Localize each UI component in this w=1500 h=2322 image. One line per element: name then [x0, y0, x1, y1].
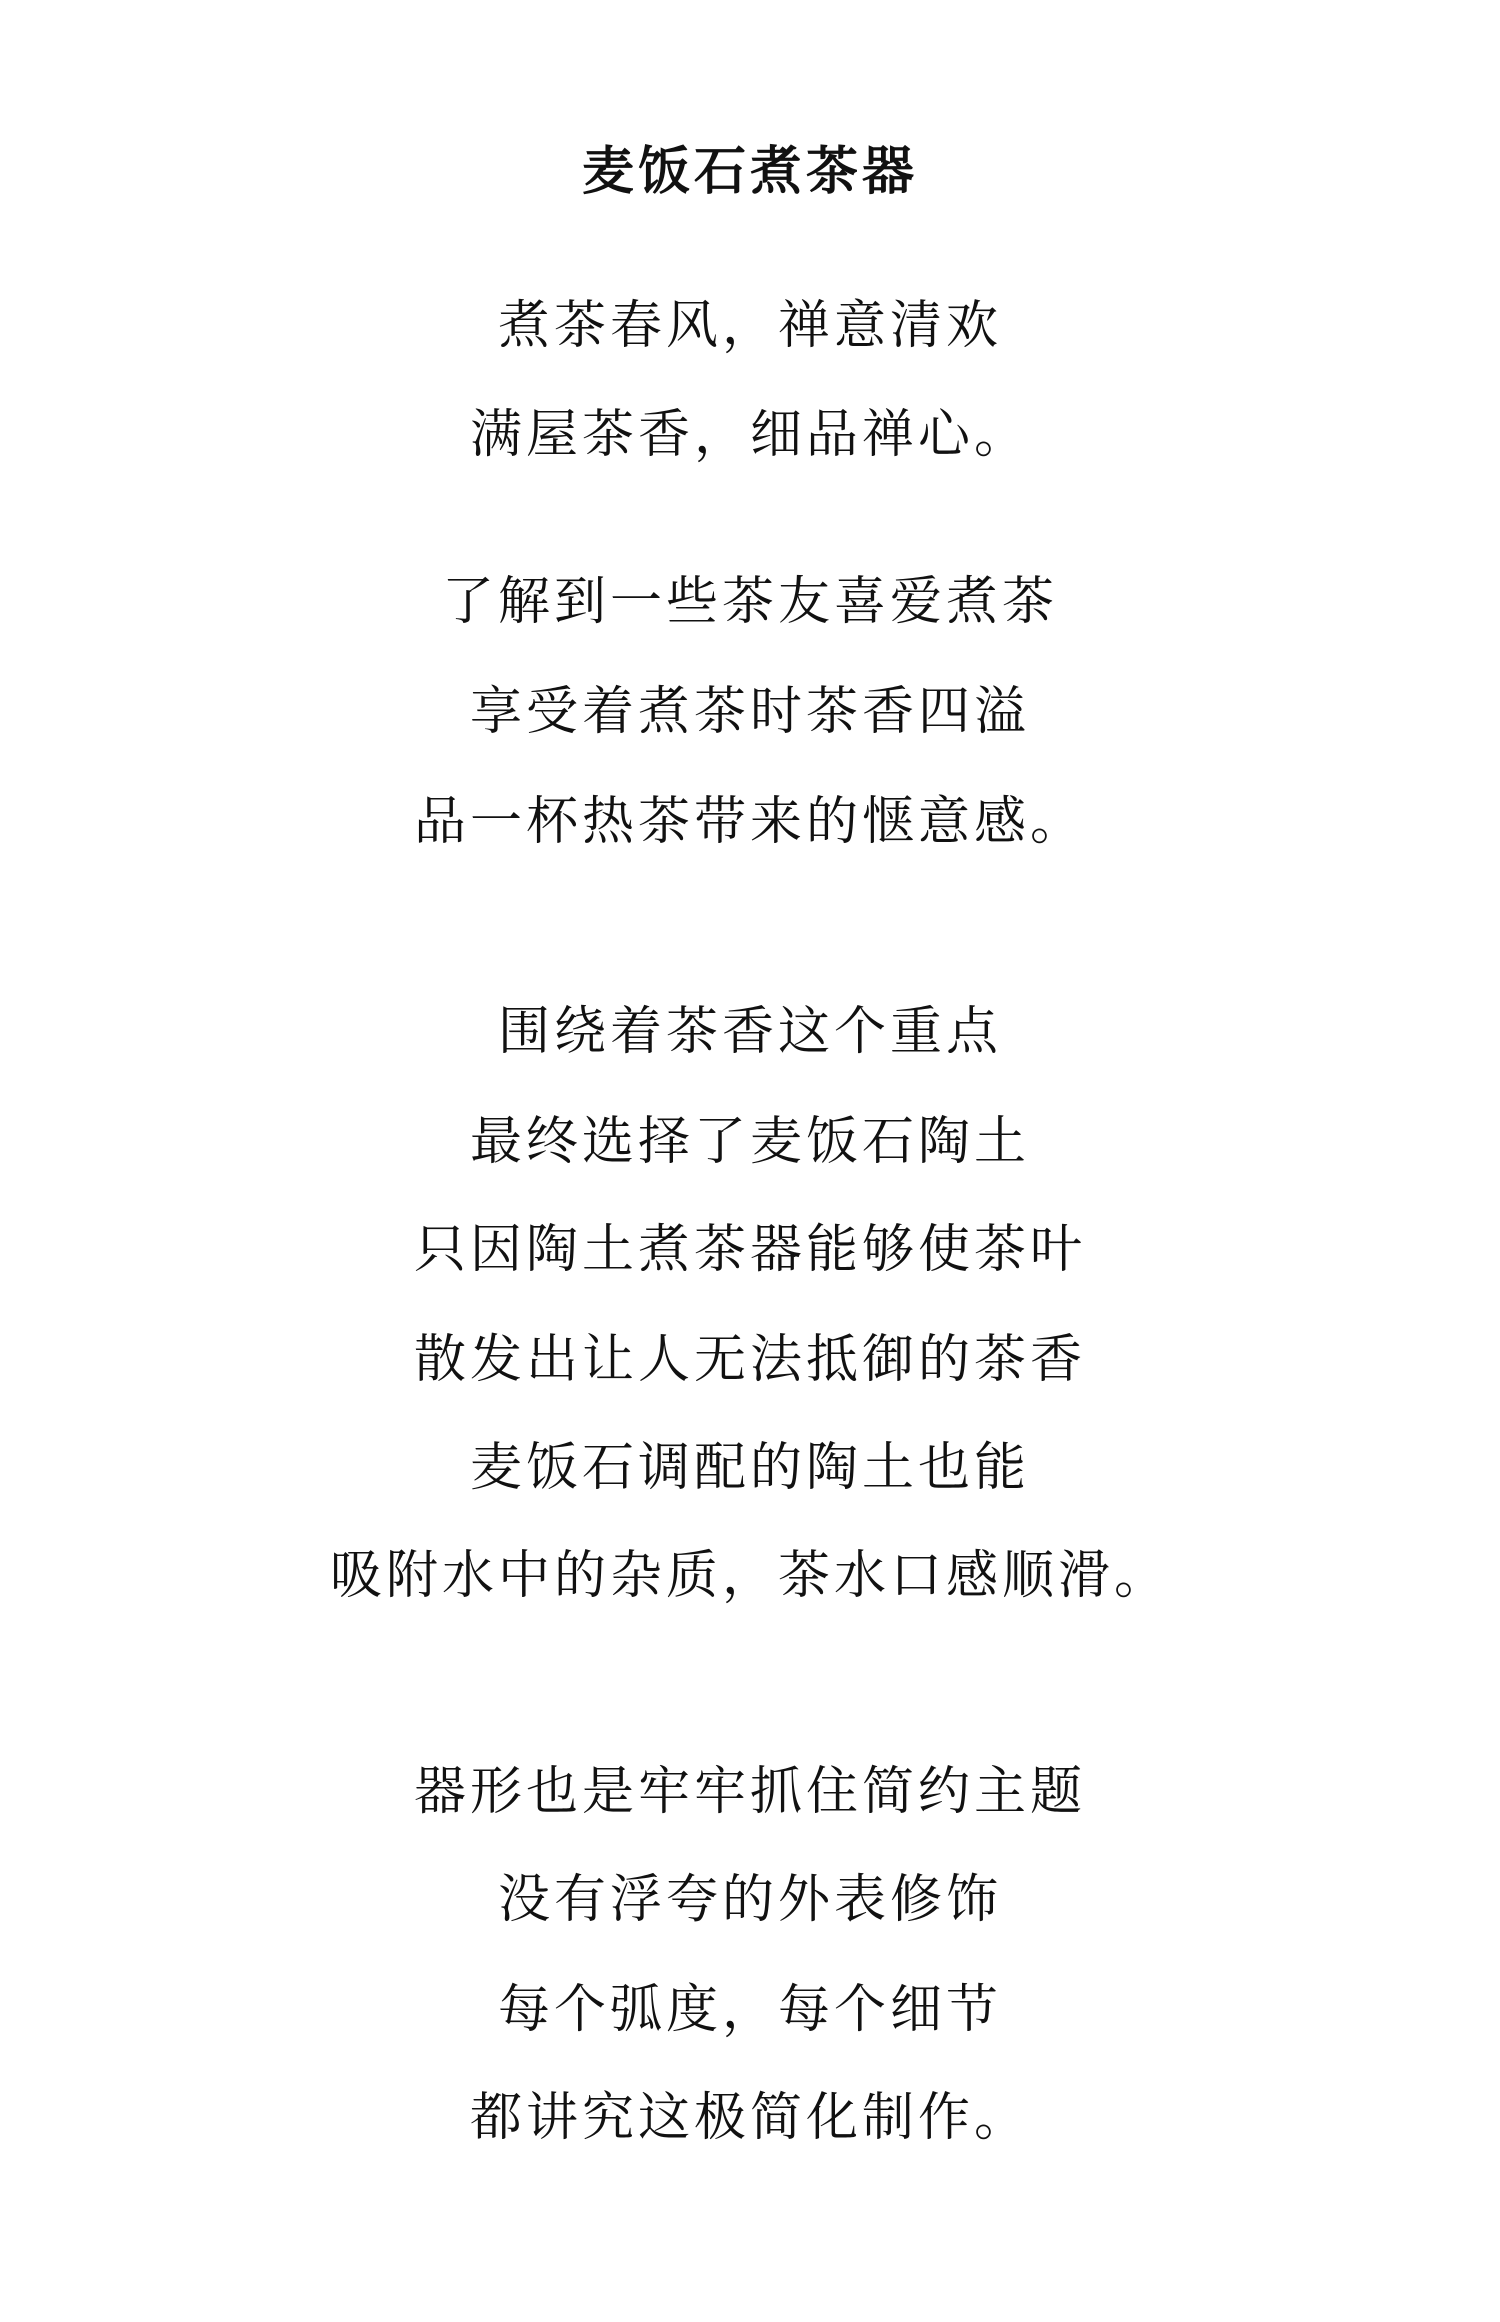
poem-line: 没有浮夸的外表修饰	[497, 1870, 1002, 1930]
poem-line: 器形也是牢牢抓住简约主题	[413, 1762, 1086, 1822]
poem-line: 都讲究这极简化制作。	[469, 2088, 1030, 2148]
poem-line: 散发出让人无法抵御的茶香	[413, 1330, 1086, 1390]
poem-line: 每个弧度，每个细节	[497, 1980, 1002, 2040]
poem-line: 品一杯热茶带来的惬意感。	[413, 792, 1086, 852]
poem-line: 了解到一些茶友喜爱煮茶	[441, 572, 1058, 632]
poem-line: 围绕着茶香这个重点	[497, 1002, 1002, 1062]
poem-line: 麦饭石调配的陶土也能	[469, 1438, 1030, 1498]
poem-line: 享受着煮茶时茶香四溢	[469, 682, 1030, 742]
poem-line: 吸附水中的杂质，茶水口感顺滑。	[329, 1546, 1170, 1606]
poem-line: 最终选择了麦饭石陶土	[469, 1112, 1030, 1172]
poem-line: 满屋茶香，细品禅心。	[469, 405, 1030, 465]
article-title: 麦饭石煮茶器	[581, 142, 918, 202]
poem-line: 只因陶土煮茶器能够使茶叶	[413, 1220, 1086, 1280]
poem-line: 煮茶春风，禅意清欢	[497, 296, 1002, 356]
